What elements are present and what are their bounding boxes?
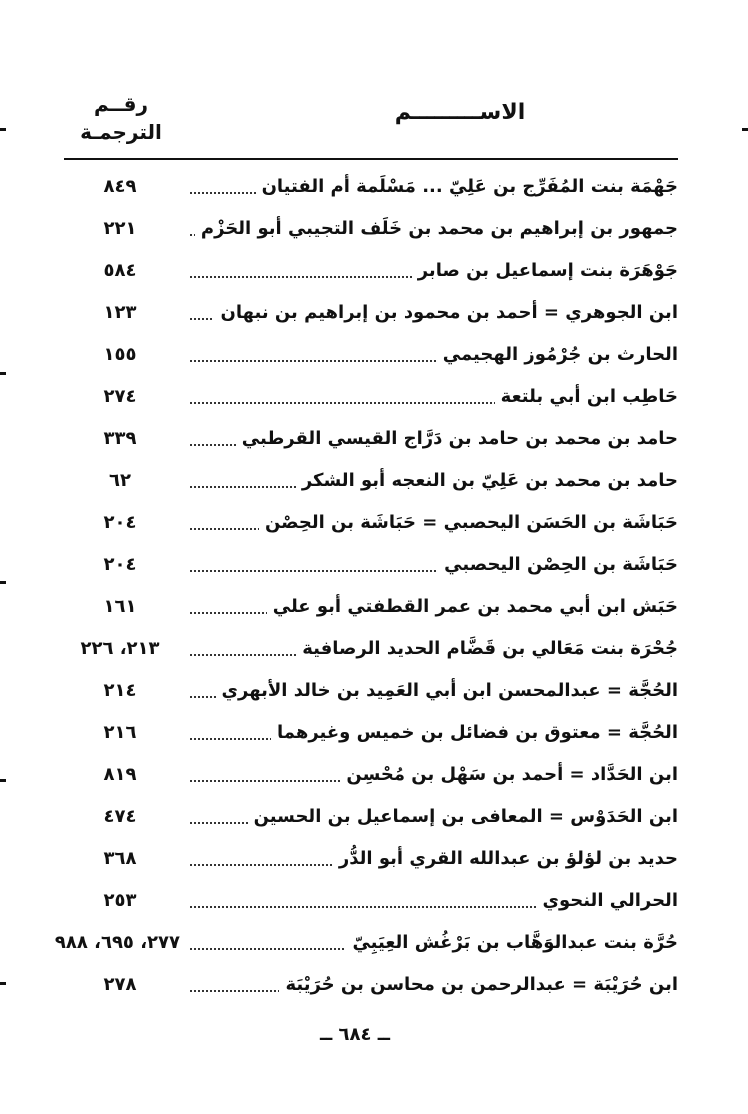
entry-name: حامد بن محمد بن حامد بن دَرَّاج القيسي القرطبي [236,428,678,449]
scan-edge-mark [0,982,6,985]
entry-number: ٢١٣، ٢٢٦ [80,638,160,659]
entry-number: ٣٣٩ [103,428,137,449]
entry-name: حَبَاشَة بن الحِصْن اليحصبي [438,554,678,575]
entry-name: الحُجَّة = عبدالمحسن ابن أبي العَمِيد بن خالد الأبهري [216,680,678,701]
scan-edge-mark [0,581,6,584]
index-entry [0,968,748,1010]
entry-number: ٢١٤ [103,680,137,701]
scan-edge-mark [0,372,6,375]
entry-name: حامد بن محمد بن عَلِيّ بن النعجه أبو الشكر [296,470,678,491]
entry-number: ٢٧٤ [103,386,137,407]
entry-number: ٢٢١ [103,218,137,239]
entry-number: ١٢٣ [103,302,137,323]
entry-name: ابن الجوهري = أحمد بن محمود بن إبراهيم بن نبهان [214,302,678,323]
index-entry [0,800,748,842]
entry-number: ٣٦٨ [103,848,137,869]
entry-number: ٢٥٣ [103,890,137,911]
index-entry [0,926,748,968]
entry-number: ٢٠٤ [103,512,137,533]
entry-name: حديد بن لؤلؤ بن عبدالله القري أبو الدُّر [333,848,678,869]
index-entry [0,254,748,296]
entry-name: ابن الحَدَّاد = أحمد بن سَهْل بن مُحْسِن [340,764,678,785]
entry-name: الحارث بن جُرْمُوز الهجيمي [437,344,678,365]
entry-number: ٨١٩ [103,764,137,785]
index-entry [0,296,748,338]
entry-number: ٥٨٤ [103,260,137,281]
index-entry [0,548,748,590]
entry-number: ٢٠٤ [103,554,137,575]
index-entries [0,170,748,1010]
entry-number: ٢٧٨ [103,974,137,995]
header-divider [64,158,678,160]
index-entry [0,422,748,464]
index-entry [0,632,748,674]
number-header-line2: الترجمـة [80,120,162,144]
entry-number: ٤٧٤ [103,806,137,827]
entry-number: ١٦١ [103,596,137,617]
entry-name: ابن الحَدَوْس = المعافى بن إسماعيل بن الحسين [248,806,678,827]
name-column-header: الاســـــــــم [394,100,526,125]
entry-name: الحرالي النحوي [536,890,678,911]
scan-edge-mark [0,779,6,782]
scan-edge-mark [742,128,748,131]
scan-edge-mark [0,128,6,131]
entry-number: ٢٧٧، ٦٩٥، ٩٨٨ [54,932,180,953]
entry-number: ٢١٦ [103,722,137,743]
entry-name: حُرَّة بنت عبدالوَهَّاب بن بَرْغُش العِيَبِيّ [346,932,678,953]
entry-name: جُحْرَة بنت مَعَالي بن قَضَّام الحديد الرصافية [296,638,678,659]
entry-name: جَوْهَرَة بنت إسماعيل بن صابر [412,260,678,281]
entry-number: ١٥٥ [103,344,137,365]
entry-number: ٦٢ [109,470,131,491]
index-entry [0,464,748,506]
number-column-header [66,90,176,146]
index-entry [0,674,748,716]
index-entry [0,590,748,632]
number-header-line1: رقــم [94,92,148,116]
entry-name: حَبَش ابن أبي محمد بن عمر القطفتي أبو علي [267,596,678,617]
entry-name: حَبَاشَة بن الحَسَن اليحصبي = حَبَاشَة بن الحِصْن [259,512,678,533]
entry-name: جمهور بن إبراهيم بن محمد بن خَلَف التجيبي أبو الحَزْم [195,218,678,239]
entry-name: جَهْمَة بنت المُفَرِّج بن عَلِيّ ... مَسْلَمة أم الفتيان [256,176,678,197]
index-entry [0,506,748,548]
index-entry [0,212,748,254]
index-entry [0,170,748,212]
page-number: ــ ٦٨٤ ــ [319,1024,391,1045]
index-entry [0,716,748,758]
entry-name: ابن حُرَيْبَة = عبدالرحمن بن محاسن بن حُرَيْبَة [279,974,678,995]
index-entry [0,338,748,380]
entry-name: الحُجَّة = معتوق بن فضائل بن خميس وغيرهما [271,722,678,743]
entry-number: ٨٤٩ [103,176,137,197]
index-entry [0,380,748,422]
entry-name: حَاطِب ابن أبي بلتعة [495,386,678,407]
index-entry [0,884,748,926]
index-entry [0,842,748,884]
index-entry [0,758,748,800]
